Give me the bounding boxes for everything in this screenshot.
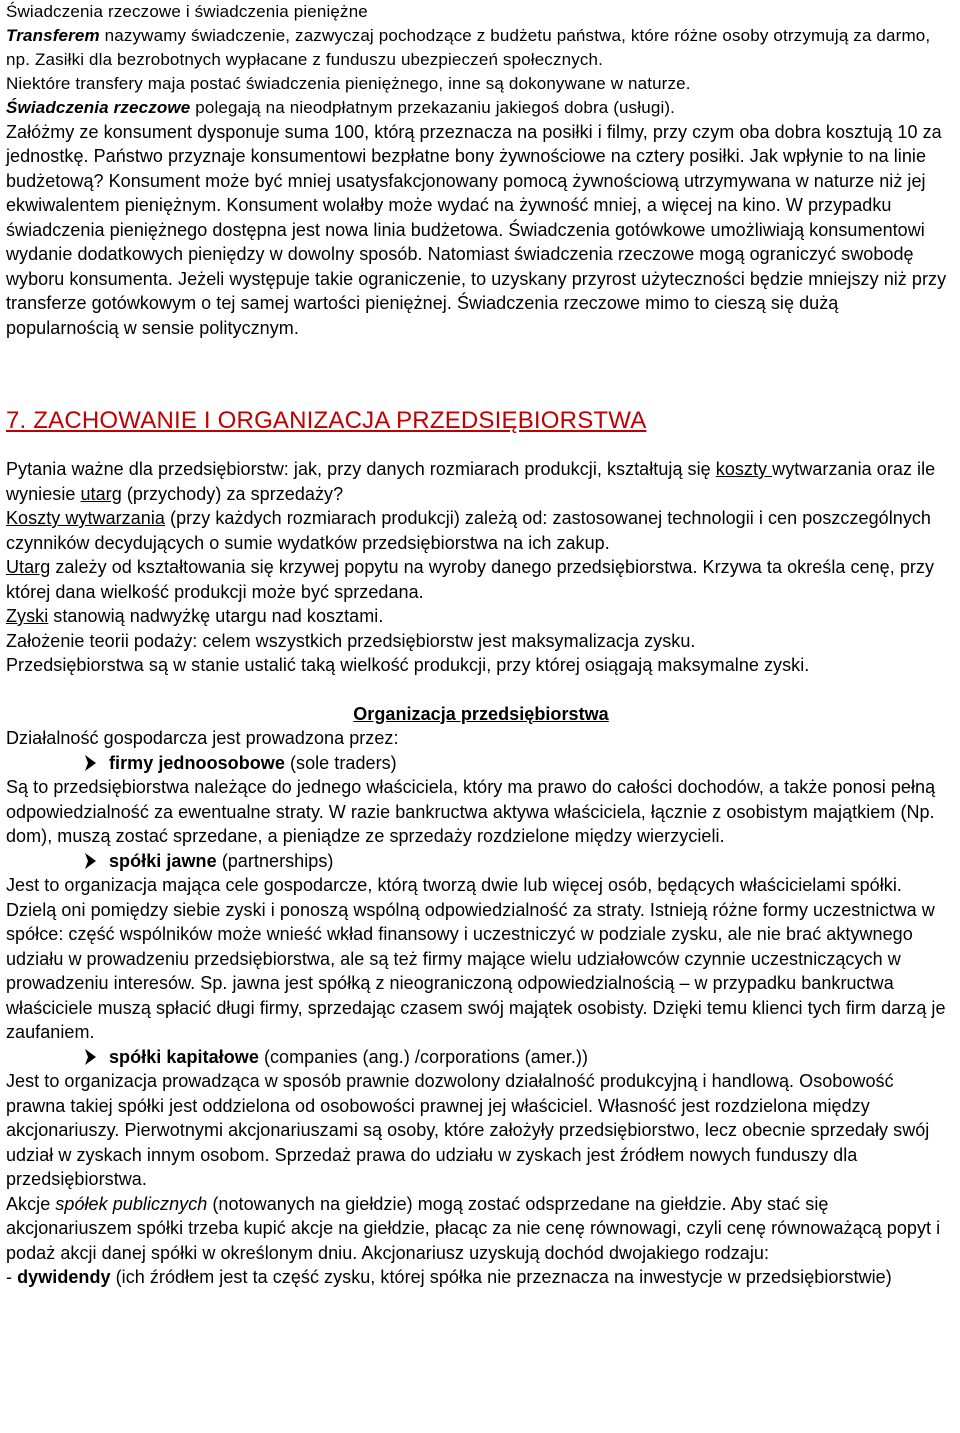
section-transfers [6, 0, 956, 120]
partnerships-term: spółki jawne [109, 850, 217, 871]
bullet-partnerships [6, 849, 956, 874]
transfer-text: nazywamy świadczenie, zazwyczaj pochodzące z budżetu państwa, które różne osoby otrzymują za darmo, np. Zasiłki dla bezrobotnych wypłacane z funduszu ubezpieczeń społecznych. [6, 25, 931, 69]
dash: - [6, 1267, 18, 1288]
section-intro [6, 457, 956, 678]
companies-term: spółki kapitałowe [109, 1046, 259, 1067]
dividends-text: (ich źródłem jest ta część zysku, której spółka nie przeznacza na inwestycje w przedsiębiorstwie) [110, 1267, 892, 1288]
partnerships-note: (partnerships) [216, 850, 334, 871]
revenue-text: zależy od kształtowania się krzywej popytu na wyroby danego przedsiębiorstwa. Krzywa ta określa cenę, przy której dana wielkość produkcji może być sprzedana. [6, 557, 935, 602]
document-page [6, 0, 956, 1290]
organization-title: Organizacja przedsiębiorstwa [353, 703, 609, 724]
revenue-term: Utarg [6, 557, 51, 578]
organization-lead: Działalność gospodarcza jest prowadzona przez: [6, 728, 399, 749]
in-kind-definition [6, 96, 956, 120]
max-profit-statement: Przedsiębiorstwa są w stanie ustalić taką wielkość produkcji, przy której osiągają maksymalne zyski. [6, 655, 810, 676]
profits-term: Zyski [6, 606, 49, 627]
production-costs-term: Koszty wytwarzania [6, 508, 165, 529]
sole-traders-term: firmy jednoosobowe [109, 752, 285, 773]
public-companies-term: spółek publicznych [55, 1193, 208, 1214]
shares-text-2: (notowanych na giełdzie) mogą zostać odsprzedane na giełdzie. Aby stać się akcjonariuszem spółki trzeba kupić akcje na giełdzie, płacąc za nie cenę równowagi, czyli cenę równoważącą popyt i podaż akcji danej spółki w określonym dniu. Akcjonariusz uzyskują dochód dwojakiego rodzaju: [6, 1193, 941, 1263]
public-shares [6, 1192, 956, 1266]
questions-text: Pytania ważne dla przedsiębiorstw: jak, przy danych rozmiarach produkcji, kształtują się [6, 459, 716, 480]
chapter-title: 7. ZACHOWANIE I ORGANIZACJA PRZEDSIĘBIORSTWA [6, 407, 647, 435]
arrowhead-bullet-icon [85, 755, 96, 771]
dividends-term: dywidendy [17, 1267, 111, 1288]
dividends [6, 1265, 956, 1290]
in-kind-term: Świadczenia rzeczowe [6, 97, 191, 117]
transfer-forms: Niektóre transfery maja postać świadczenia pieniężnego, inne są dokonywane w naturze. [6, 73, 691, 93]
transfer-definition [6, 24, 956, 72]
sole-traders-note: (sole traders) [284, 752, 397, 773]
profits-text: stanowią nadwyżkę utargu nad kosztami. [48, 606, 384, 627]
arrowhead-bullet-icon [85, 1049, 96, 1065]
revenue-link: utarg [80, 483, 122, 504]
key-questions [6, 457, 956, 506]
section-organization [6, 702, 956, 1290]
sole-traders-description: Są to przedsiębiorstwa należące do jednego właściciela, który ma prawo do całości dochodów, a także ponosi pełną odpowiedzialność za ewentualne straty. W razie bankructwa aktywa właściciela, łącznie z osobistym majątkiem (Np. dom), muszą zostać sprzedane, a pieniądze ze sprzedaży rozdzielone między wierzycieli. [6, 777, 936, 847]
bullet-sole-traders [6, 751, 956, 776]
arrowhead-bullet-icon [85, 853, 96, 869]
in-kind-text: polegają na nieodpłatnym przekazaniu jakiegoś dobra (usługi). [190, 97, 676, 117]
questions-text-2: wytwarzania oraz ile wyniesie [6, 459, 936, 504]
supply-assumption: Założenie teorii podaży: celem wszystkich przedsiębiorstw jest maksymalizacja zysku. [6, 630, 696, 651]
profits [6, 604, 956, 629]
production-costs-text: (przy każdych rozmiarach produkcji) zależą od: zastosowanej technologii i cen poszczególnych czynników decydujących o sumie wydatków przedsiębiorstwa na ich zakup. [6, 508, 931, 553]
costs-link: koszty [715, 459, 773, 480]
budget-paragraph: Załóżmy ze konsument dysponuje suma 100, którą przeznacza na posiłki i filmy, przy czym oba dobra kosztują 10 za jednostkę. Państwo przyznaje konsumentowi bezpłatne bony żywnościowe na cztery posiłki. Jak wpłynie to na linie budżetową? Konsument może być mniej usatysfakcjonowany pomocą żywnościową utrzymywana w naturze niż jej ekwiwalentem pieniężnym. Konsument wolałby może wydać na żywność mniej, a więcej na kino. W przypadku świadczenia pieniężnego dostępna jest nowa linia budżetowa. Świadczenia gotówkowe umożliwiają konsumentowi wydanie dodatkowych pieniędzy w dowolny sposób. Natomiast świadczenia rzeczowe mogą ograniczyć swobodę wyboru konsumenta. Jeżeli występuje takie ograniczenie, to uzyskany przyrost użyteczności będzie mniejszy niż przy transferze gotówkowym o tej samej wartości pieniężnej. Świadczenia rzeczowe mimo to cieszą się dużą popularnością w sensie politycznym. [6, 121, 947, 338]
transfer-term: Transferem [6, 25, 100, 45]
production-costs [6, 506, 956, 555]
section-heading: Świadczenia rzeczowe i świadczenia pieniężne [6, 2, 368, 21]
partnerships-description: Jest to organizacja mająca cele gospodarcze, którą tworzą dwie lub więcej osób, będących właścicielami spółki. Dzielą oni pomiędzy siebie zyski i ponoszą wspólną odpowiedzialność za straty. Istnieją różne formy uczestnictwa w spółce: część wspólników może wnieść wkład finansowy i uczestniczyć w podziale zysku, ale nie brać aktywnego udziału w prowadzeniu przedsiębiorstwa, ale są też firmy mające wielu udziałowców czynnie uczestniczących w prowadzeniu interesów. Sp. jawna jest spółką z nieograniczoną odpowiedzialnością – w przypadku bankructwa właściciele muszą spłacić długi firmy, sprzedając czasem swój majątek osobisty. Dzięki temu klienci tych firm darzą je zaufaniem. [6, 875, 946, 1043]
bullet-companies [6, 1045, 956, 1070]
companies-description: Jest to organizacja prowadząca w sposób prawnie dozwolony działalność produkcyjną i handlową. Osobowość prawna takiej spółki jest oddzielona od osobowości prawnej jej właściciel. Własność jest rozdzielona między akcjonariuszy. Pierwotnymi akcjonariuszami są osoby, które założyły przedsiębiorstwo, lecz obecnie sprzedały swój udział w zyskach innym osobom. Sprzedaż prawa do udziału w zyskach jest źródłem nowych funduszy dla przedsiębiorstwa. [6, 1071, 930, 1190]
revenue [6, 555, 956, 604]
companies-note: (companies (ang.) /corporations (amer.)) [258, 1046, 589, 1067]
shares-text: Akcje [6, 1193, 56, 1214]
questions-text-3: (przychody) za sprzedaży? [121, 483, 344, 504]
